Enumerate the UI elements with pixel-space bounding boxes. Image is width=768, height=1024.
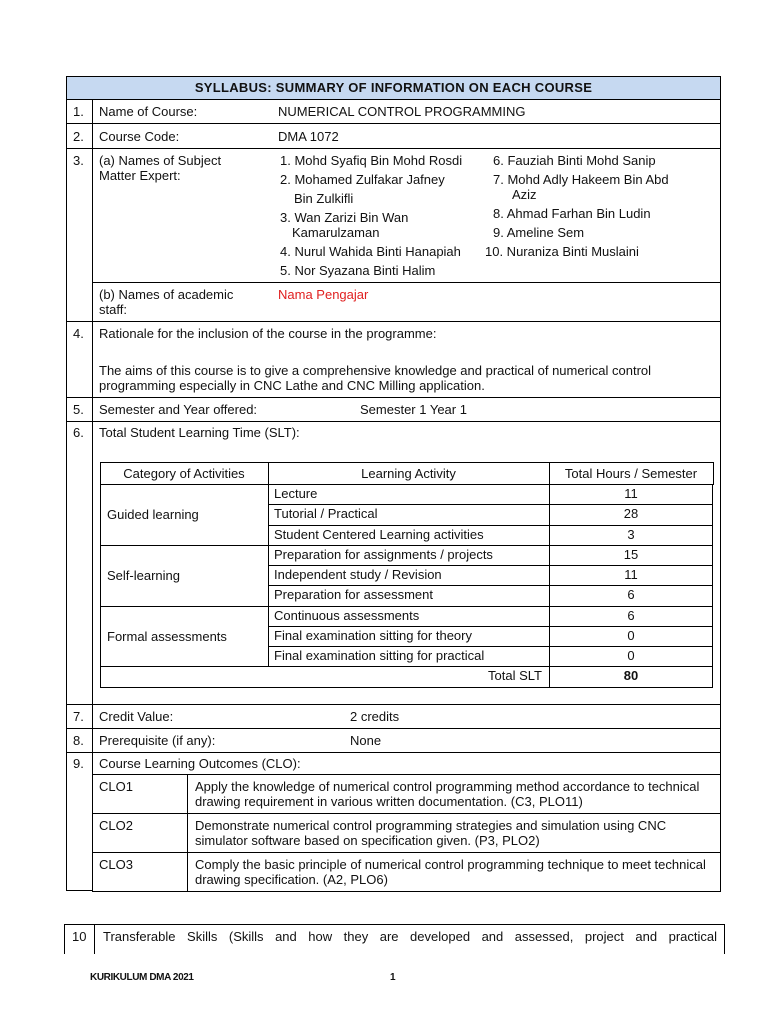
- hours-value: 11: [624, 486, 638, 501]
- total-slt-label: Total SLT: [488, 668, 542, 684]
- hours-value: 0: [627, 648, 635, 663]
- row-number: 7.: [73, 709, 84, 724]
- hours-value: 15: [623, 546, 639, 562]
- activity-label: Preparation for assessment: [274, 587, 433, 603]
- hours-value: 11: [624, 567, 638, 582]
- footer-curriculum: KURIKULUM DMA 2021: [90, 972, 194, 983]
- clo-code: CLO1: [99, 779, 133, 794]
- course-code-value: DMA 1072: [278, 129, 339, 144]
- hours-value: 28: [623, 506, 639, 522]
- expert: 1. Mohd Syafiq Bin Mohd Rosdi: [280, 153, 463, 168]
- expert: Aziz: [512, 187, 537, 202]
- clo-text: Comply the basic principle of numerical control programming technique to meet technical drawing specification. (A2, PLO6): [195, 857, 706, 887]
- activity-label: Final examination sitting for theory: [274, 627, 472, 643]
- row-number: 10: [72, 929, 87, 944]
- credit-value: 2 credits: [350, 709, 400, 724]
- row-number: 2.: [73, 129, 84, 144]
- expert: 8. Ahmad Farhan Bin Ludin: [493, 206, 651, 221]
- rationale-text: The aims of this course is to give a comprehensive knowledge and practical of numerical control programming especially in CNC Lathe and CNC Milling application.: [99, 363, 652, 393]
- academic-staff-label: (b) Names of academic staff:: [99, 287, 234, 317]
- row-7: [92, 704, 721, 729]
- prerequisite-value: None: [350, 733, 382, 748]
- expert: 7. Mohd Adly Hakeem Bin Abd: [493, 172, 669, 187]
- total-slt-value: 80: [623, 668, 639, 684]
- prerequisite-label: Prerequisite (if any):: [99, 733, 216, 748]
- activity-label: Continuous assessments: [274, 607, 420, 623]
- row-number: 4.: [73, 326, 84, 341]
- activity-label: Student Centered Learning activities: [274, 526, 484, 542]
- activity-label: Tutorial / Practical: [274, 506, 378, 522]
- expert: 9. Ameline Sem: [493, 225, 585, 240]
- row-number: 5.: [73, 402, 84, 417]
- category-label: Guided learning: [107, 507, 199, 523]
- row-number: 8.: [73, 733, 84, 748]
- expert: 10. Nuraniza Binti Muslaini: [485, 244, 639, 259]
- clo-text: Demonstrate numerical control programming strategies and simulation using CNC simulator software based on specification given. (P3, PLO2): [195, 818, 667, 848]
- row-number: 6.: [73, 425, 84, 440]
- syllabus-title: SYLLABUS: SUMMARY OF INFORMATION ON EACH COURSE: [66, 76, 721, 100]
- expert: 2. Mohamed Zulfakar Jafney: [280, 172, 445, 187]
- hours-value: 6: [627, 607, 635, 623]
- category-header: Category of Activities: [123, 466, 245, 481]
- hours-header: Total Hours / Semester: [564, 466, 698, 481]
- credit-label: Credit Value:: [99, 709, 174, 724]
- transferable-skills-label: Transferable Skills (Skills and how they are developed and assessed, project and practical: [103, 929, 717, 944]
- hours-value: 3: [627, 526, 635, 542]
- clo-label: Course Learning Outcomes (CLO):: [99, 756, 301, 771]
- num-cell: [66, 421, 93, 705]
- row-number: 1.: [73, 104, 84, 119]
- category-label: Formal assessments: [107, 628, 227, 644]
- sme-label: (a) Names of Subject Matter Expert:: [99, 153, 222, 183]
- expert: Bin Zulkifli: [294, 191, 354, 206]
- page-number: 1: [390, 972, 396, 983]
- expert: 5. Nor Syazana Binti Halim: [280, 263, 436, 278]
- course-code-label: Course Code:: [99, 129, 180, 144]
- academic-staff-value: Nama Pengajar: [278, 287, 369, 302]
- clo-code: CLO2: [99, 818, 133, 833]
- row-number: 3.: [73, 153, 84, 168]
- activity-label: Independent study / Revision: [274, 567, 442, 582]
- hours-value: 6: [627, 587, 635, 603]
- activity-label: Final examination sitting for practical: [274, 648, 485, 663]
- hours-value: 0: [627, 627, 635, 643]
- row-number: 9.: [73, 756, 84, 771]
- activity-label: Preparation for assignments / projects: [274, 546, 493, 562]
- course-name-label: Name of Course:: [99, 104, 198, 119]
- row-2: [92, 123, 721, 149]
- clo-text: Apply the knowledge of numerical control programming method accordance to technical drawing requirement in various written documentation. (C3, PLO11): [195, 779, 700, 809]
- rationale-label: Rationale for the inclusion of the course in the programme:: [99, 326, 437, 341]
- category-label: Self-learning: [107, 568, 180, 584]
- expert: Kamarulzaman: [292, 225, 380, 240]
- clo-code: CLO3: [99, 857, 133, 872]
- expert: 4. Nurul Wahida Binti Hanapiah: [280, 244, 461, 259]
- num-cell: [66, 752, 93, 891]
- expert: 6. Fauziah Binti Mohd Sanip: [493, 153, 656, 168]
- semester-value: Semester 1 Year 1: [360, 402, 467, 417]
- course-name-value: NUMERICAL CONTROL PROGRAMMING: [278, 104, 526, 119]
- expert: 3. Wan Zarizi Bin Wan: [280, 210, 409, 225]
- activity-header: Learning Activity: [361, 466, 456, 481]
- num-cell: [66, 148, 93, 322]
- slt-label: Total Student Learning Time (SLT):: [99, 425, 300, 440]
- semester-label: Semester and Year offered:: [99, 402, 258, 417]
- activity-label: Lecture: [274, 486, 318, 501]
